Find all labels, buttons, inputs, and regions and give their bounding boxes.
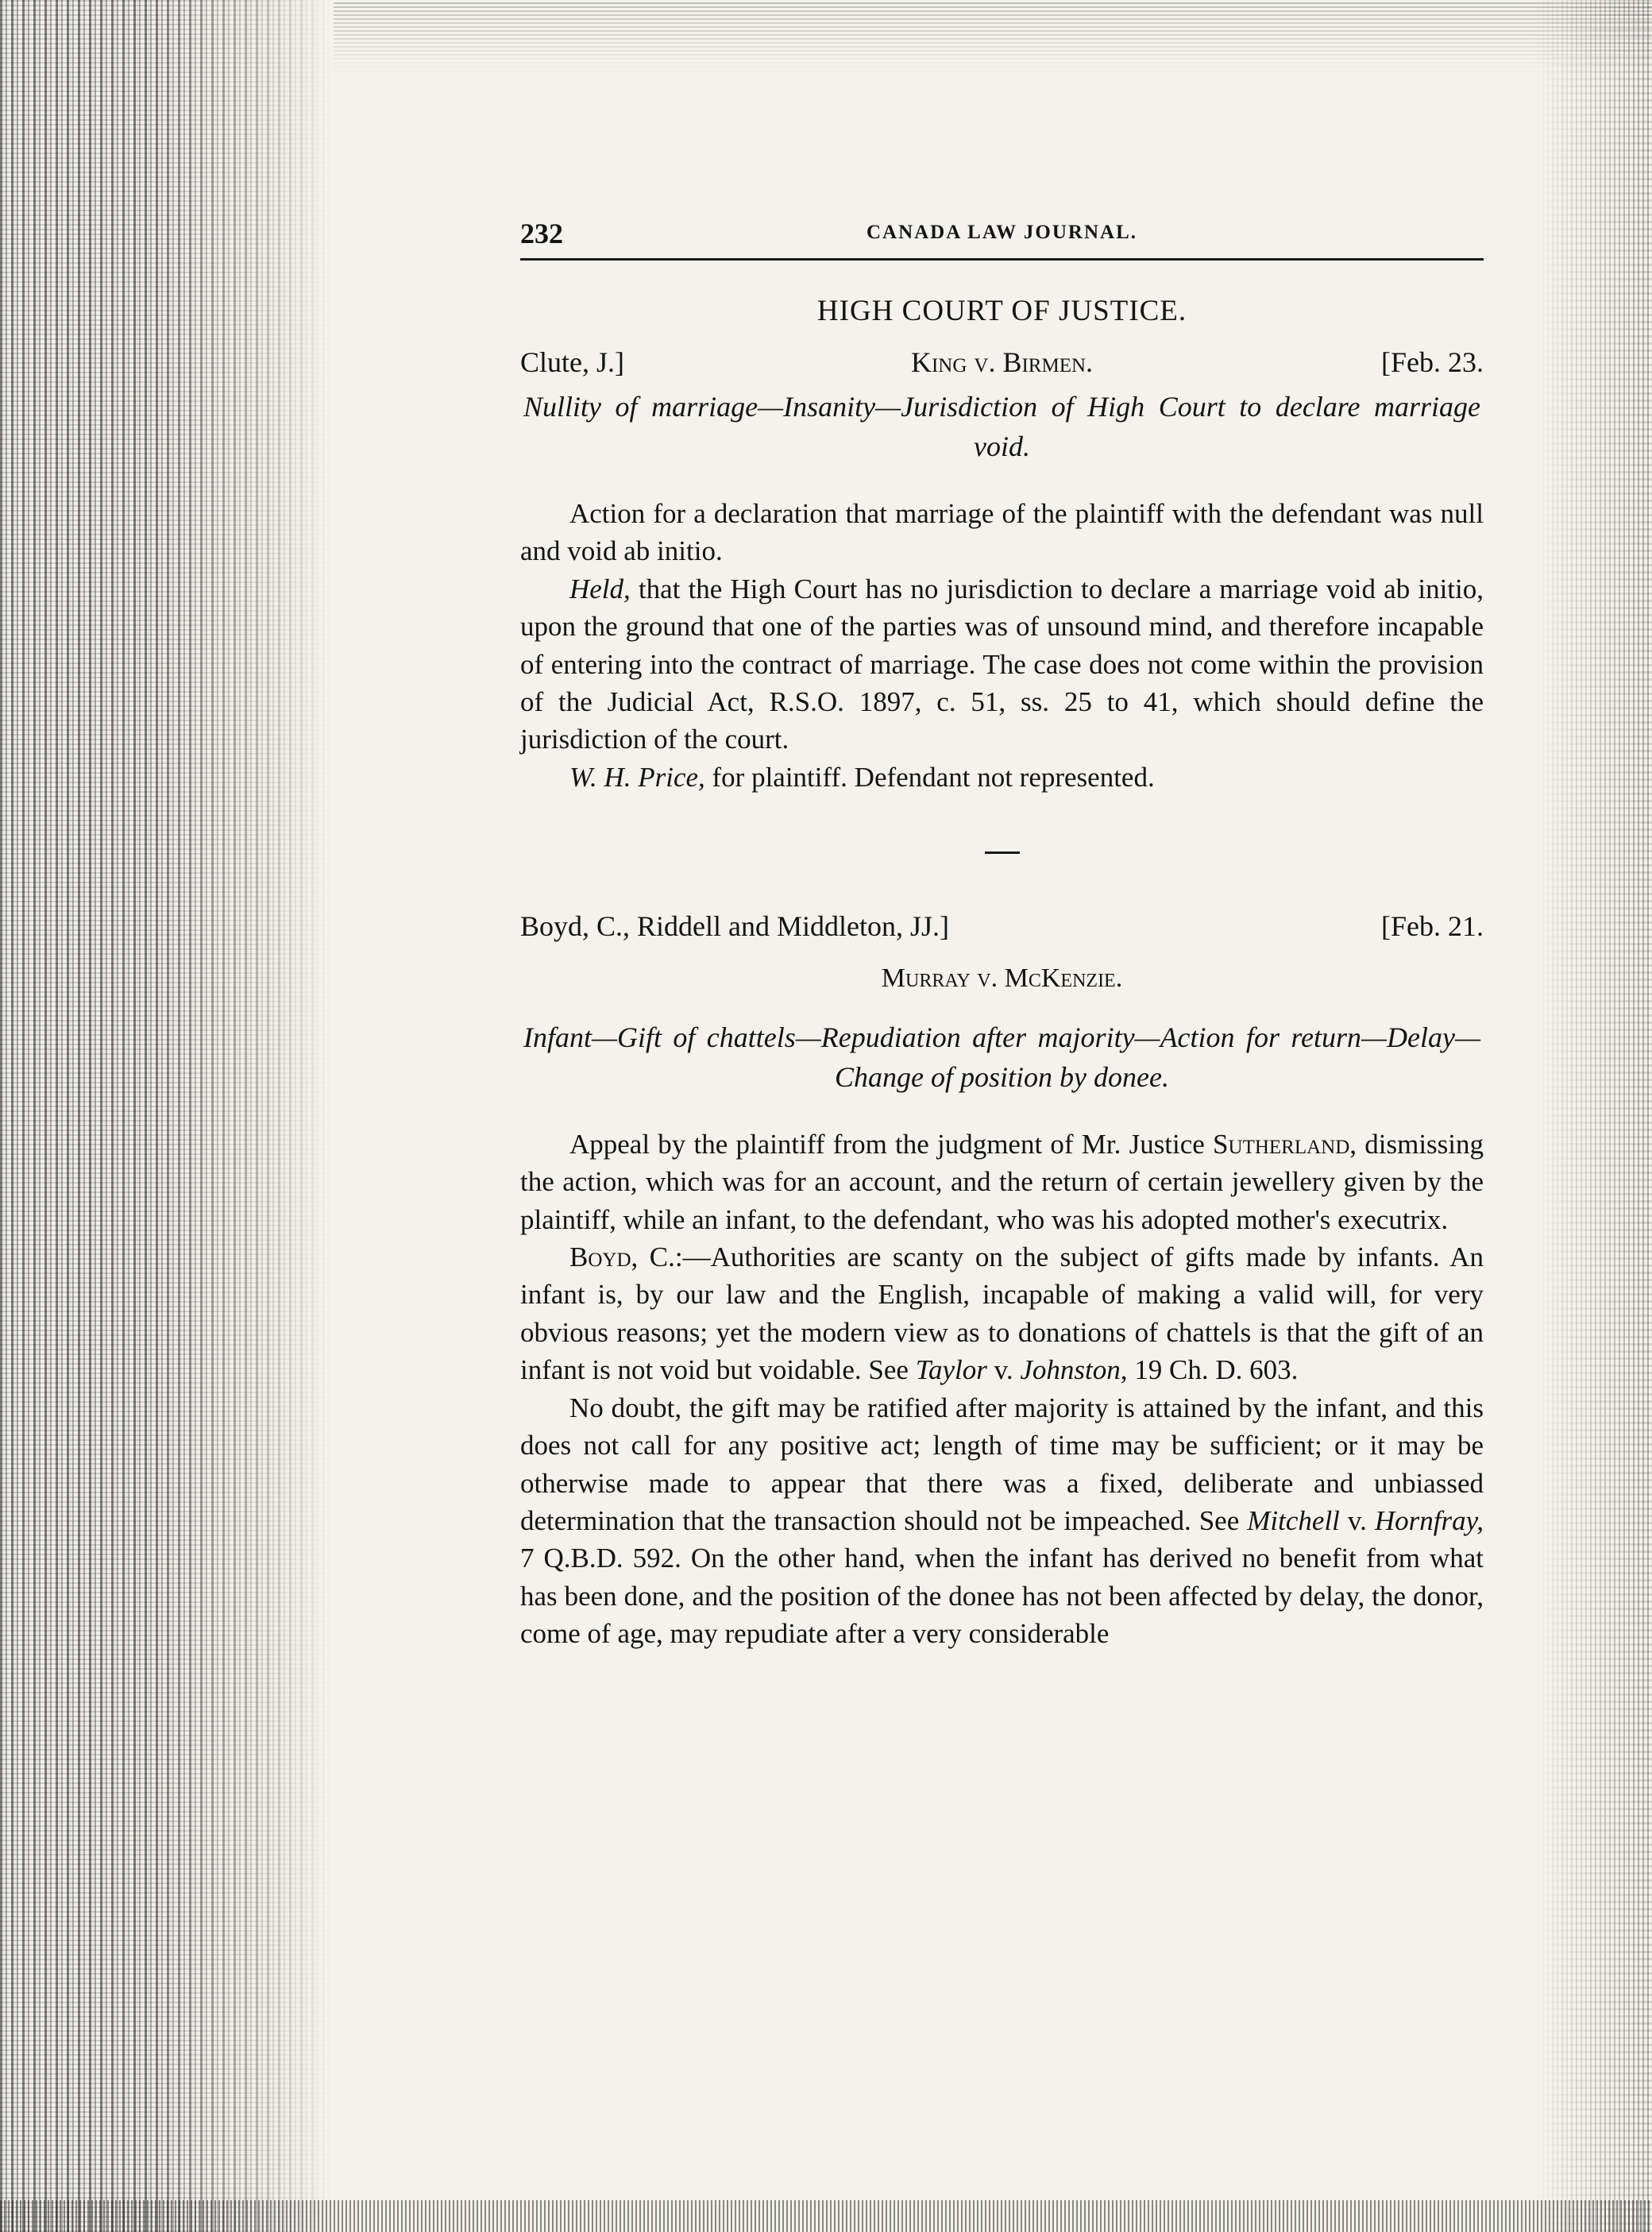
case2-title: Murray v. McKenzie. [881,963,1123,993]
case2-paragraph-1 [520,1126,1484,1238]
case2-body [520,1126,1484,1653]
case2-p2-text: :—Authorities are scanty on the subject of gifts made by infants. An infant is, by our law and the English, incapable of making a valid will, for very obvious reasons; yet the modern view as to donations of chattels is that the gift of an infant is not void but voidable. See [520,1242,1484,1386]
case2-paragraph-2 [520,1238,1484,1389]
case-name-taylor: Taylor [915,1354,987,1386]
speaker-boyd: Boyd, C. [569,1242,675,1273]
scan-border-bottom [0,2200,1652,2232]
case1-header [520,346,1484,385]
case1-counsel [520,759,1484,796]
counsel-name: W. H. Price, [569,761,705,793]
page-number: 232 [520,218,563,249]
case1-held-text: that the High Court has no jurisdiction to declare a marriage void ab initio, upon the ground that one of the parties was of unsound mind, and therefore incapable of entering into the contract of marriage. The case does not come within the provision of the Judicial Act, R.S.O. 1897, c. 51, ss. 25 to 41, which should define the jurisdiction of the court. [520,573,1484,755]
case2-paragraph-3 [520,1389,1484,1653]
case2-p1-text-a: Appeal by the plaintiff from the judgment of Mr. Justice [569,1128,1205,1160]
case-divider [985,851,1020,854]
judge-name-sutherland: Sutherland, [1213,1128,1357,1160]
case2-judges: Boyd, C., Riddell and Middleton, JJ.] [520,909,949,942]
case-name-mitchell: Mitchell [1247,1504,1340,1536]
case2-title-row [520,963,1484,994]
case1-date: [Feb. 23. [1381,346,1484,378]
case-name-hornfray: Hornfray, [1374,1504,1484,1536]
running-head [520,210,1484,261]
case2-p1-text-b: dismissing the action, which was for an account, and the return of certain jewellery given by the plaintiff, while an infant, to the defendant, who was his adopted mother's executrix. [520,1128,1484,1235]
case2-header [520,909,1484,949]
journal-title: CANADA LAW JOURNAL. [866,222,1138,243]
citation-ch-d: 19 Ch. D. 603. [1134,1354,1299,1386]
case1-body [520,495,1484,796]
case2-date: [Feb. 21. [1381,909,1484,942]
versus: v. [1347,1504,1367,1536]
case1-judge: Clute, J.] [520,346,624,378]
case1-paragraph-1: Action for a declaration that marriage of the plaintiff with the defendant was null and void ab initio. [520,498,1484,567]
page-content [520,210,1484,1653]
case2-p3-text-a: No doubt, the gift may be ratified after majority is attained by the infant, and this does not call for any positive act; length of time may be sufficient; or it may be otherwise made to appear that there was a fixed, deliberate and unbiassed determination that the transaction should not be impeached. See [520,1392,1484,1536]
case2-p3-text-b: 7 Q.B.D. 592. On the other hand, when the infant has derived no benefit from what has been done, and the position of the donee has not been affected by delay, the donor, come of age, may repudiate after a very considerable [520,1543,1484,1650]
case-name-johnston: Johnston, [1020,1354,1128,1386]
case2-headnote: Infant—Gift of chattels—Repudiation after majority—Action for return—Delay—Change of position by donee. [523,1021,1480,1093]
case1-headnote: Nullity of marriage—Insanity—Jurisdiction of High Court to declare marriage void. [523,391,1480,462]
case1-title: King v. Birmen. [910,346,1094,378]
held-label: Held, [569,573,631,604]
scan-border-top [334,0,1652,71]
court-heading: HIGH COURT OF JUSTICE. [816,295,1187,327]
versus: v. [994,1354,1013,1386]
scan-border-right [1533,0,1652,2232]
case1-paragraph-2 [520,570,1484,759]
scan-border-left [0,0,334,2232]
counsel-text: for plaintiff. Defendant not represented. [712,761,1155,793]
